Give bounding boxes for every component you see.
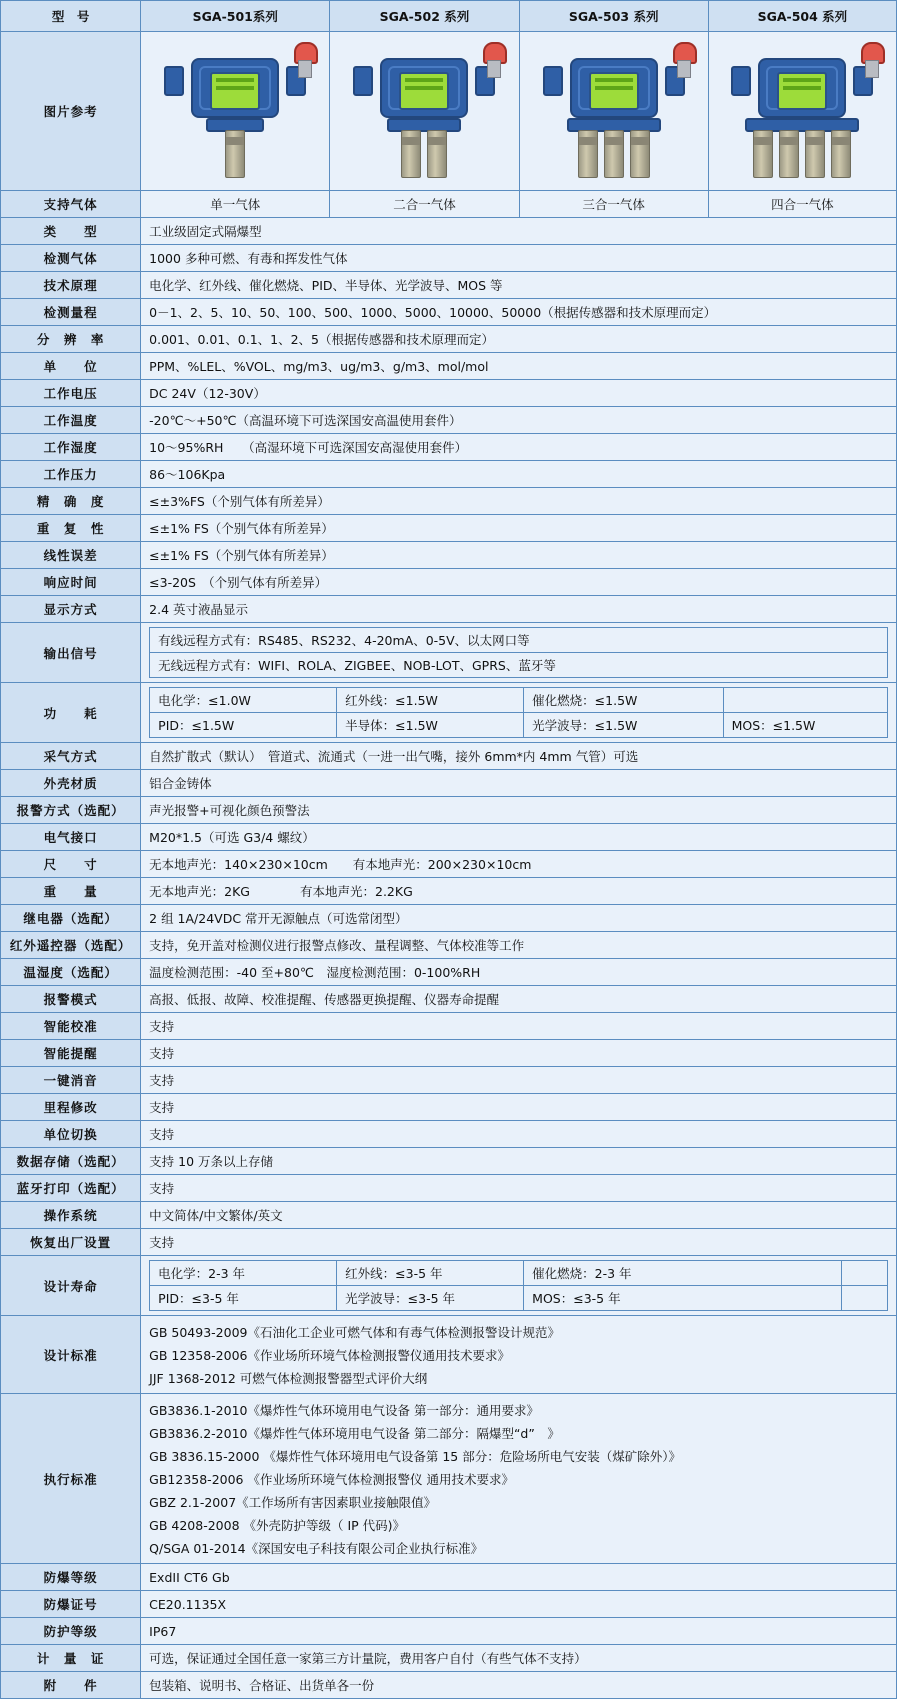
spec-value: 中文简体/中文繁体/英文 [141, 1202, 897, 1229]
mount-ear-left-icon [164, 66, 184, 96]
spec-value: -20℃～+50℃（高温环境下可选深国安高温使用套件） [141, 407, 897, 434]
spec-value: 自然扩散式（默认） 管道式、流通式（一进一出气嘴，接外 6mm*内 4mm 气管）可选 [141, 743, 897, 770]
alarm-beacon-icon [483, 42, 503, 76]
spec-row [1, 1618, 897, 1645]
standard-line: JJF 1368-2012 可燃气体检测报警器型式评价大纲 [149, 1370, 428, 1386]
spec-row [1, 932, 897, 959]
sensor-probe [604, 130, 624, 178]
life-value: ≤3-5 年 [395, 1266, 443, 1281]
power-value: ≤1.5W [594, 693, 638, 708]
power-name: 催化燃烧： [532, 693, 595, 708]
spec-value: 10～95%RH （高湿环境下可选深国安高湿使用套件） [141, 434, 897, 461]
spec-label: 一键消音 [1, 1067, 141, 1094]
spec-label: 计 量 证 [1, 1645, 141, 1672]
product-image-502 [330, 32, 519, 191]
spec-value: 高报、低报、故障、校准提醒、传感器更换提醒、仪器寿命提醒 [141, 986, 897, 1013]
sensor-probe [831, 130, 851, 178]
spec-label: 恢复出厂设置 [1, 1229, 141, 1256]
spec-value: 无本地声光：140×230×10cm 有本地声光：200×230×10cm [141, 851, 897, 878]
spec-row [1, 1067, 897, 1094]
spec-label: 工作温度 [1, 407, 141, 434]
power-name: 红外线： [345, 693, 396, 708]
life-value: ≤3-5 年 [191, 1291, 239, 1306]
output-signal-wired: 有线远程方式有：RS485、RS232、4-20mA、0-5V、以太网口等 [150, 628, 888, 653]
sensor-probe [578, 130, 598, 178]
spec-label: 防爆证号 [1, 1591, 141, 1618]
standard-line: GBZ 2.1-2007《工作场所有害因素职业接触限值》 [149, 1494, 437, 1510]
enclosure-icon [570, 58, 658, 118]
spec-value: ≤±1% FS（个别气体有所差异） [141, 542, 897, 569]
spec-label: 电气接口 [1, 824, 141, 851]
mount-ear-left-icon [731, 66, 751, 96]
lcd-screen-icon [777, 72, 827, 110]
spec-value: 支持 [141, 1067, 897, 1094]
standard-line: Q/SGA 01-2014《深国安电子科技有限公司企业执行标准》 [149, 1540, 484, 1556]
detector-illustration-1 [150, 40, 320, 182]
spec-row [1, 1094, 897, 1121]
series-header-3: SGA-503 系列 [519, 1, 708, 32]
spec-label: 数据存储（选配） [1, 1148, 141, 1175]
spec-label: 工作湿度 [1, 434, 141, 461]
spec-row [1, 770, 897, 797]
life-name: MOS： [532, 1291, 574, 1306]
spec-label: 分 辨 率 [1, 326, 141, 353]
spec-value: ≤±1% FS（个别气体有所差异） [141, 515, 897, 542]
power-name: 半导体： [345, 718, 396, 733]
spec-label: 操作系统 [1, 1202, 141, 1229]
detector-illustration-2 [339, 40, 509, 182]
spec-label: 工作压力 [1, 461, 141, 488]
supported-gas-label: 支持气体 [1, 191, 141, 218]
output-signal-value [141, 623, 897, 683]
design-life-label: 设计寿命 [1, 1256, 141, 1316]
life-name: 催化燃烧： [532, 1266, 595, 1281]
spec-value: IP67 [141, 1618, 897, 1645]
life-value: ≤3-5 年 [573, 1291, 621, 1306]
spec-label: 温湿度（选配） [1, 959, 141, 986]
exec-standard-label: 执行标准 [1, 1394, 141, 1564]
spec-value: 支持 10 万条以上存储 [141, 1148, 897, 1175]
power-name: 电化学： [158, 693, 209, 708]
spec-value: 铝合金铸体 [141, 770, 897, 797]
spec-label: 重 量 [1, 878, 141, 905]
lcd-screen-icon [210, 72, 260, 110]
spec-row [1, 1013, 897, 1040]
spec-row [1, 515, 897, 542]
life-value: 2-3 年 [594, 1266, 632, 1281]
spec-row [1, 1148, 897, 1175]
sensor-probe [401, 130, 421, 178]
spec-value: 支持 [141, 1121, 897, 1148]
life-name: 光学波导： [345, 1291, 408, 1306]
spec-value: 电化学、红外线、催化燃烧、PID、半导体、光学波导、MOS 等 [141, 272, 897, 299]
standard-line: GB3836.1-2010《爆炸性气体环境用电气设备 第一部分：通用要求》 [149, 1402, 539, 1418]
standard-line: GB 50493-2009《石油化工企业可燃气体和有毒气体检测报警设计规范》 [149, 1324, 560, 1340]
spec-row [1, 824, 897, 851]
spec-value: ≤±3%FS（个别气体有所差异） [141, 488, 897, 515]
spec-value: 支持 [141, 1175, 897, 1202]
sensor-probe [225, 130, 245, 178]
spec-row [1, 326, 897, 353]
spec-label: 防护等级 [1, 1618, 141, 1645]
standard-line: GB 3836.15-2000 《爆炸性气体环境用电气设备第 15 部分：危险场所电气安装（煤矿除外）》 [149, 1448, 681, 1464]
spec-row [1, 272, 897, 299]
life-name: 红外线： [345, 1266, 396, 1281]
spec-value: 支持 [141, 1094, 897, 1121]
design-standard-value [141, 1316, 897, 1394]
spec-row [1, 218, 897, 245]
spec-row [1, 797, 897, 824]
spec-value: ExdII CT6 Gb [141, 1564, 897, 1591]
spec-row [1, 434, 897, 461]
enclosure-icon [380, 58, 468, 118]
product-image-501 [141, 32, 330, 191]
spec-value: 2 组 1A/24VDC 常开无源触点（可选常闭型） [141, 905, 897, 932]
sensor-probe [779, 130, 799, 178]
image-reference-label: 图片参考 [1, 32, 141, 191]
spec-row [1, 1564, 897, 1591]
spec-value: M20*1.5（可选 G3/4 螺纹） [141, 824, 897, 851]
power-name: MOS： [731, 718, 773, 733]
spec-label: 智能校准 [1, 1013, 141, 1040]
sensor-probe [805, 130, 825, 178]
power-name: 光学波导： [532, 718, 595, 733]
spec-row [1, 245, 897, 272]
life-value: 2-3 年 [208, 1266, 246, 1281]
standard-line: GB 4208-2008 《外壳防护等级（ IP 代码)》 [149, 1517, 406, 1533]
table-header-row [1, 1, 897, 32]
power-name: PID： [158, 718, 192, 733]
spec-row [1, 1202, 897, 1229]
spec-label: 单 位 [1, 353, 141, 380]
spec-label: 类 型 [1, 218, 141, 245]
spec-label: 重 复 性 [1, 515, 141, 542]
spec-row [1, 461, 897, 488]
spec-row [1, 905, 897, 932]
sensor-probe [630, 130, 650, 178]
spec-row [1, 959, 897, 986]
supported-gas-503: 三合一气体 [519, 191, 708, 218]
spec-label: 外壳材质 [1, 770, 141, 797]
power-value: ≤1.5W [395, 693, 438, 708]
spec-row [1, 488, 897, 515]
spec-label: 蓝牙打印（选配） [1, 1175, 141, 1202]
product-image-504 [708, 32, 896, 191]
spec-label: 精 确 度 [1, 488, 141, 515]
spec-label: 采气方式 [1, 743, 141, 770]
lcd-screen-icon [589, 72, 639, 110]
spec-value: 支持，免开盖对检测仪进行报警点修改、量程调整、气体校准等工作 [141, 932, 897, 959]
detector-illustration-3 [529, 40, 699, 182]
spec-label: 工作电压 [1, 380, 141, 407]
spec-value: 1000 多种可燃、有毒和挥发性气体 [141, 245, 897, 272]
exec-standard-row [1, 1394, 897, 1564]
spec-value: 2.4 英寸液晶显示 [141, 596, 897, 623]
standard-line: GB 12358-2006《作业场所环境气体检测报警仪通用技术要求》 [149, 1347, 510, 1363]
spec-row [1, 1672, 897, 1699]
sensor-probes-group [753, 130, 851, 178]
spec-value: 无本地声光：2KG 有本地声光：2.2KG [141, 878, 897, 905]
spec-row [1, 353, 897, 380]
mount-ear-left-icon [543, 66, 563, 96]
life-name: 电化学： [158, 1266, 209, 1281]
spec-row [1, 1645, 897, 1672]
spec-value: 温度检测范围：-40 至+80℃ 湿度检测范围：0-100%RH [141, 959, 897, 986]
supported-gas-row [1, 191, 897, 218]
supported-gas-504: 四合一气体 [708, 191, 896, 218]
spec-value: 声光报警+可视化颜色预警法 [141, 797, 897, 824]
spec-row [1, 380, 897, 407]
spec-row [1, 878, 897, 905]
spec-row [1, 1175, 897, 1202]
model-label: 型 号 [1, 1, 141, 32]
spec-value: 支持 [141, 1040, 897, 1067]
spec-value: 支持 [141, 1013, 897, 1040]
power-value: ≤1.5W [772, 718, 816, 733]
spec-label: 附 件 [1, 1672, 141, 1699]
spec-label: 线性误差 [1, 542, 141, 569]
spec-row [1, 569, 897, 596]
alarm-beacon-icon [861, 42, 881, 76]
spec-label: 智能提醒 [1, 1040, 141, 1067]
design-standard-row [1, 1316, 897, 1394]
standard-line: GB3836.2-2010《爆炸性气体环境用电气设备 第二部分：隔爆型“d” 》 [149, 1425, 560, 1441]
spec-label: 里程修改 [1, 1094, 141, 1121]
spec-value: 工业级固定式隔爆型 [141, 218, 897, 245]
spec-row [1, 1121, 897, 1148]
spec-row [1, 596, 897, 623]
spec-label: 报警模式 [1, 986, 141, 1013]
power-consumption-value [141, 683, 897, 743]
detector-illustration-4 [717, 40, 887, 182]
spec-row [1, 542, 897, 569]
life-value: ≤3-5 年 [407, 1291, 456, 1306]
spec-label: 单位切换 [1, 1121, 141, 1148]
alarm-beacon-icon [294, 42, 314, 76]
spec-value: 0.001、0.01、0.1、1、2、5（根据传感器和技术原理而定） [141, 326, 897, 353]
design-standard-label: 设计标准 [1, 1316, 141, 1394]
spec-label: 报警方式（选配） [1, 797, 141, 824]
spec-label: 检测气体 [1, 245, 141, 272]
power-value: ≤1.0W [208, 693, 251, 708]
design-life-value [141, 1256, 897, 1316]
spec-row [1, 986, 897, 1013]
spec-value: PPM、%LEL、%VOL、mg/m3、ug/m3、g/m3、mol/mol [141, 353, 897, 380]
mount-ear-left-icon [353, 66, 373, 96]
series-header-2: SGA-502 系列 [330, 1, 519, 32]
output-signal-wireless: 无线远程方式有：WIFI、ROLA、ZIGBEE、NOB-LOT、GPRS、蓝牙等 [150, 653, 888, 678]
life-name: PID： [158, 1291, 192, 1306]
output-signal-row [1, 623, 897, 683]
spec-label: 防爆等级 [1, 1564, 141, 1591]
spec-value: 可选，保证通过全国任意一家第三方计量院，费用客户自付（有些气体不支持） [141, 1645, 897, 1672]
spec-row [1, 299, 897, 326]
supported-gas-502: 二合一气体 [330, 191, 519, 218]
spec-value: ≤3-20S （个别气体有所差异） [141, 569, 897, 596]
spec-value: CE20.1135X [141, 1591, 897, 1618]
design-life-row [1, 1256, 897, 1316]
spec-row [1, 851, 897, 878]
spec-label: 继电器（选配） [1, 905, 141, 932]
spec-value: 86～106Kpa [141, 461, 897, 488]
power-value: ≤1.5W [395, 718, 438, 733]
power-value: ≤1.5W [191, 718, 235, 733]
image-reference-row [1, 32, 897, 191]
sensor-probes-group [401, 130, 447, 178]
sensor-probe [753, 130, 773, 178]
alarm-beacon-icon [673, 42, 693, 76]
spec-label: 响应时间 [1, 569, 141, 596]
product-image-503 [519, 32, 708, 191]
spec-row [1, 743, 897, 770]
supported-gas-501: 单一气体 [141, 191, 330, 218]
spec-value: 支持 [141, 1229, 897, 1256]
standard-line: GB12358-2006 《作业场所环境气体检测报警仪 通用技术要求》 [149, 1471, 514, 1487]
series-header-4: SGA-504 系列 [708, 1, 896, 32]
output-signal-label: 输出信号 [1, 623, 141, 683]
power-value: ≤1.5W [594, 718, 638, 733]
spec-label: 尺 寸 [1, 851, 141, 878]
spec-label: 检测量程 [1, 299, 141, 326]
sensor-probe [427, 130, 447, 178]
spec-row [1, 407, 897, 434]
spec-value: 包装箱、说明书、合格证、出货单各一份 [141, 1672, 897, 1699]
sensor-probes-group [578, 130, 650, 178]
lcd-screen-icon [399, 72, 449, 110]
spec-row [1, 1229, 897, 1256]
spec-row [1, 1591, 897, 1618]
spec-value: DC 24V（12-30V） [141, 380, 897, 407]
exec-standard-value [141, 1394, 897, 1564]
spec-value: 0－1、2、5、10、50、100、500、1000、5000、10000、50000（根据传感器和技术原理而定） [141, 299, 897, 326]
spec-label: 显示方式 [1, 596, 141, 623]
power-consumption-row [1, 683, 897, 743]
power-consumption-label: 功 耗 [1, 683, 141, 743]
series-header-1: SGA-501系列 [141, 1, 330, 32]
spec-row [1, 1040, 897, 1067]
sensor-probes-group [225, 130, 245, 178]
enclosure-icon [758, 58, 846, 118]
spec-label: 技术原理 [1, 272, 141, 299]
enclosure-icon [191, 58, 279, 118]
spec-label: 红外遥控器（选配） [1, 932, 141, 959]
